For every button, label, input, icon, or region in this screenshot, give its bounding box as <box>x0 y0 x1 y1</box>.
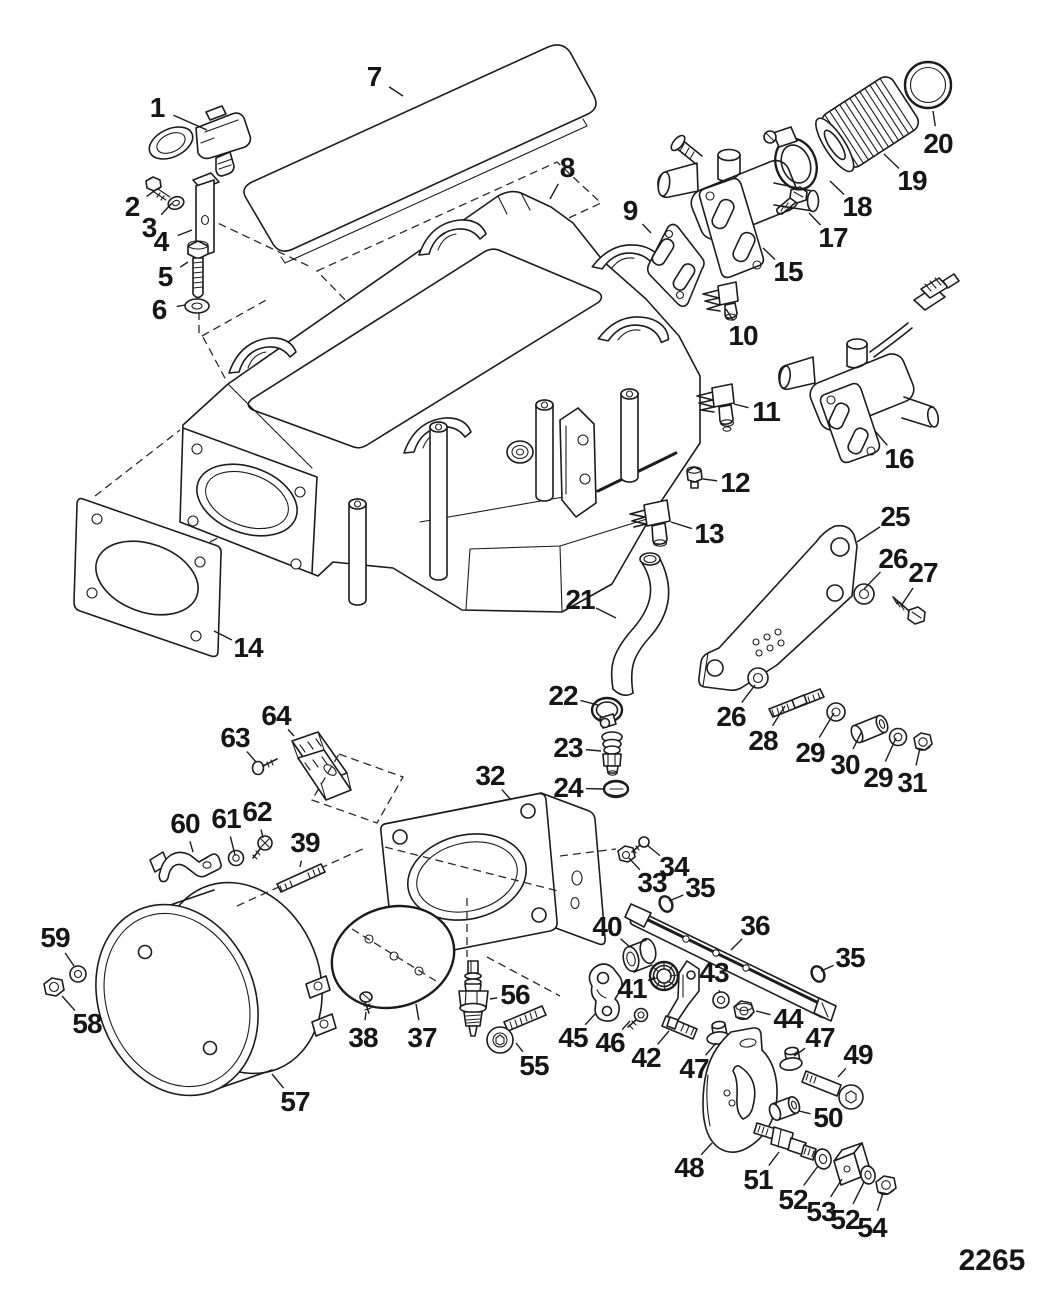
leader-line-1 <box>173 115 207 130</box>
leader-line-19 <box>884 154 899 169</box>
leader-line-9 <box>642 224 651 233</box>
callout-41: 41 <box>617 973 647 1004</box>
leader-line-60 <box>190 841 193 852</box>
callout-21: 21 <box>565 584 595 615</box>
callout-7: 7 <box>366 61 382 92</box>
leader-line-17 <box>809 213 821 225</box>
page-number: 2265 <box>958 1244 1026 1277</box>
callout-63: 63 <box>220 722 250 753</box>
leader-line-29 <box>819 713 834 738</box>
callout-14: 14 <box>233 632 263 663</box>
callout-35: 35 <box>685 872 715 903</box>
callout-20: 20 <box>923 128 953 159</box>
leader-line-44 <box>756 1011 771 1015</box>
leader-line-3 <box>161 203 172 215</box>
leader-line-29 <box>885 738 896 762</box>
leader-line-46 <box>622 1021 630 1030</box>
leader-line-16 <box>875 431 887 445</box>
leader-line-35 <box>821 965 834 971</box>
leader-line-33 <box>629 858 640 870</box>
leader-line-53 <box>831 1179 842 1197</box>
leader-line-31 <box>916 748 920 765</box>
callout-39: 39 <box>290 827 320 858</box>
callout-44: 44 <box>773 1003 803 1034</box>
callout-28: 28 <box>748 725 778 756</box>
leader-line-2 <box>147 189 157 196</box>
callout-57: 57 <box>280 1086 310 1117</box>
callout-53: 53 <box>806 1196 836 1227</box>
callout-10: 10 <box>728 320 758 351</box>
leader-line-50 <box>799 1111 811 1114</box>
callout-31: 31 <box>897 767 927 798</box>
leader-line-41 <box>648 977 655 981</box>
callout-23: 23 <box>553 732 583 763</box>
leader-line-18 <box>830 181 844 195</box>
leader-line-37 <box>416 1004 419 1020</box>
callout-13: 13 <box>694 518 724 549</box>
callout-51: 51 <box>743 1164 773 1195</box>
callout-37: 37 <box>407 1022 437 1053</box>
callout-56: 56 <box>500 979 530 1010</box>
callout-6: 6 <box>151 294 167 325</box>
callout-22: 22 <box>548 680 578 711</box>
callout-54: 54 <box>857 1212 887 1243</box>
callout-26: 26 <box>878 543 908 574</box>
leader-line-15 <box>763 248 775 260</box>
callout-30: 30 <box>830 749 860 780</box>
callout-34: 34 <box>659 851 689 882</box>
leader-line-57 <box>272 1074 284 1088</box>
callout-59: 59 <box>40 922 70 953</box>
leader-line-43 <box>719 990 720 993</box>
leader-line-62 <box>261 830 263 838</box>
callout-35: 35 <box>835 942 865 973</box>
callout-43: 43 <box>699 957 729 988</box>
callout-45: 45 <box>558 1022 588 1053</box>
leader-line-30 <box>853 731 862 749</box>
leader-line-52 <box>853 1182 864 1204</box>
leader-line-48 <box>701 1143 712 1155</box>
callout-8: 8 <box>559 152 575 183</box>
callout-11: 11 <box>752 396 780 427</box>
callout-48: 48 <box>674 1152 704 1183</box>
leader-line-10 <box>726 309 733 321</box>
leader-line-34 <box>647 845 660 856</box>
leader-line-36 <box>731 939 742 950</box>
leader-line-59 <box>65 953 74 966</box>
leader-line-13 <box>671 522 692 529</box>
callout-52: 52 <box>830 1204 860 1235</box>
callout-61: 61 <box>211 803 241 834</box>
leader-line-49 <box>838 1068 846 1077</box>
callout-33: 33 <box>637 867 667 898</box>
leader-line-64 <box>288 729 294 736</box>
leader-line-39 <box>300 861 301 867</box>
leader-line-6 <box>177 305 185 307</box>
leader-line-54 <box>877 1193 883 1211</box>
callout-29: 29 <box>863 762 893 793</box>
leader-line-45 <box>585 1013 596 1025</box>
callout-64: 64 <box>261 700 291 731</box>
callout-25: 25 <box>880 501 910 532</box>
leader-line-21 <box>596 608 616 618</box>
callout-40: 40 <box>592 911 622 942</box>
callout-47: 47 <box>805 1022 835 1053</box>
callout-16: 16 <box>884 443 914 474</box>
leader-line-40 <box>621 939 630 947</box>
callout-2: 2 <box>124 191 140 222</box>
leader-line-58 <box>62 996 75 1011</box>
leader-line-26 <box>864 572 880 589</box>
leader-line-28 <box>773 706 785 726</box>
leader-line-51 <box>769 1152 779 1166</box>
leader-line-14 <box>214 631 232 640</box>
leader-line-27 <box>901 588 913 606</box>
leader-line-5 <box>180 262 188 267</box>
callout-62: 62 <box>242 796 272 827</box>
callout-32: 32 <box>475 760 505 791</box>
leader-line-32 <box>502 790 511 800</box>
callout-36: 36 <box>740 910 770 941</box>
callout-9: 9 <box>622 195 638 226</box>
callout-47: 47 <box>679 1053 709 1084</box>
callout-52: 52 <box>778 1184 808 1215</box>
leader-line-35 <box>669 895 683 901</box>
leader-line-7 <box>389 87 403 96</box>
leader-line-63 <box>247 752 256 762</box>
callout-17: 17 <box>818 222 848 253</box>
leader-line-4 <box>178 230 192 236</box>
callout-12: 12 <box>720 467 750 498</box>
callout-26: 26 <box>716 701 746 732</box>
leader-line-47 <box>706 1043 716 1055</box>
callout-50: 50 <box>813 1102 843 1133</box>
leader-line-61 <box>230 836 235 855</box>
callout-27: 27 <box>908 557 938 588</box>
leader-line-38 <box>365 1012 366 1020</box>
callout-46: 46 <box>595 1027 625 1058</box>
leader-line-56 <box>490 998 497 999</box>
callout-60: 60 <box>170 808 200 839</box>
leader-line-11 <box>734 404 749 408</box>
leader-line-55 <box>516 1043 523 1052</box>
leader-line-23 <box>586 750 601 751</box>
callout-19: 19 <box>897 165 927 196</box>
callout-5: 5 <box>157 261 173 292</box>
callout-1: 1 <box>149 92 165 123</box>
callout-15: 15 <box>773 256 803 287</box>
callout-3: 3 <box>141 212 157 243</box>
callout-18: 18 <box>842 191 872 222</box>
callout-24: 24 <box>553 772 583 803</box>
leader-line-20 <box>933 111 935 126</box>
callout-4: 4 <box>153 226 169 257</box>
callout-58: 58 <box>72 1008 102 1039</box>
leader-line-47 <box>794 1048 805 1056</box>
callout-42: 42 <box>631 1042 661 1073</box>
callout-55: 55 <box>519 1050 549 1081</box>
leader-line-42 <box>658 1031 669 1044</box>
leader-line-26 <box>742 685 755 703</box>
leader-line-25 <box>857 527 880 542</box>
leader-line-8 <box>550 184 558 199</box>
leader-line-12 <box>703 479 717 481</box>
callout-38: 38 <box>348 1022 378 1053</box>
leader-line-52 <box>804 1166 818 1185</box>
callout-29: 29 <box>795 737 825 768</box>
leader-line-22 <box>580 700 598 705</box>
callout-49: 49 <box>843 1039 873 1070</box>
